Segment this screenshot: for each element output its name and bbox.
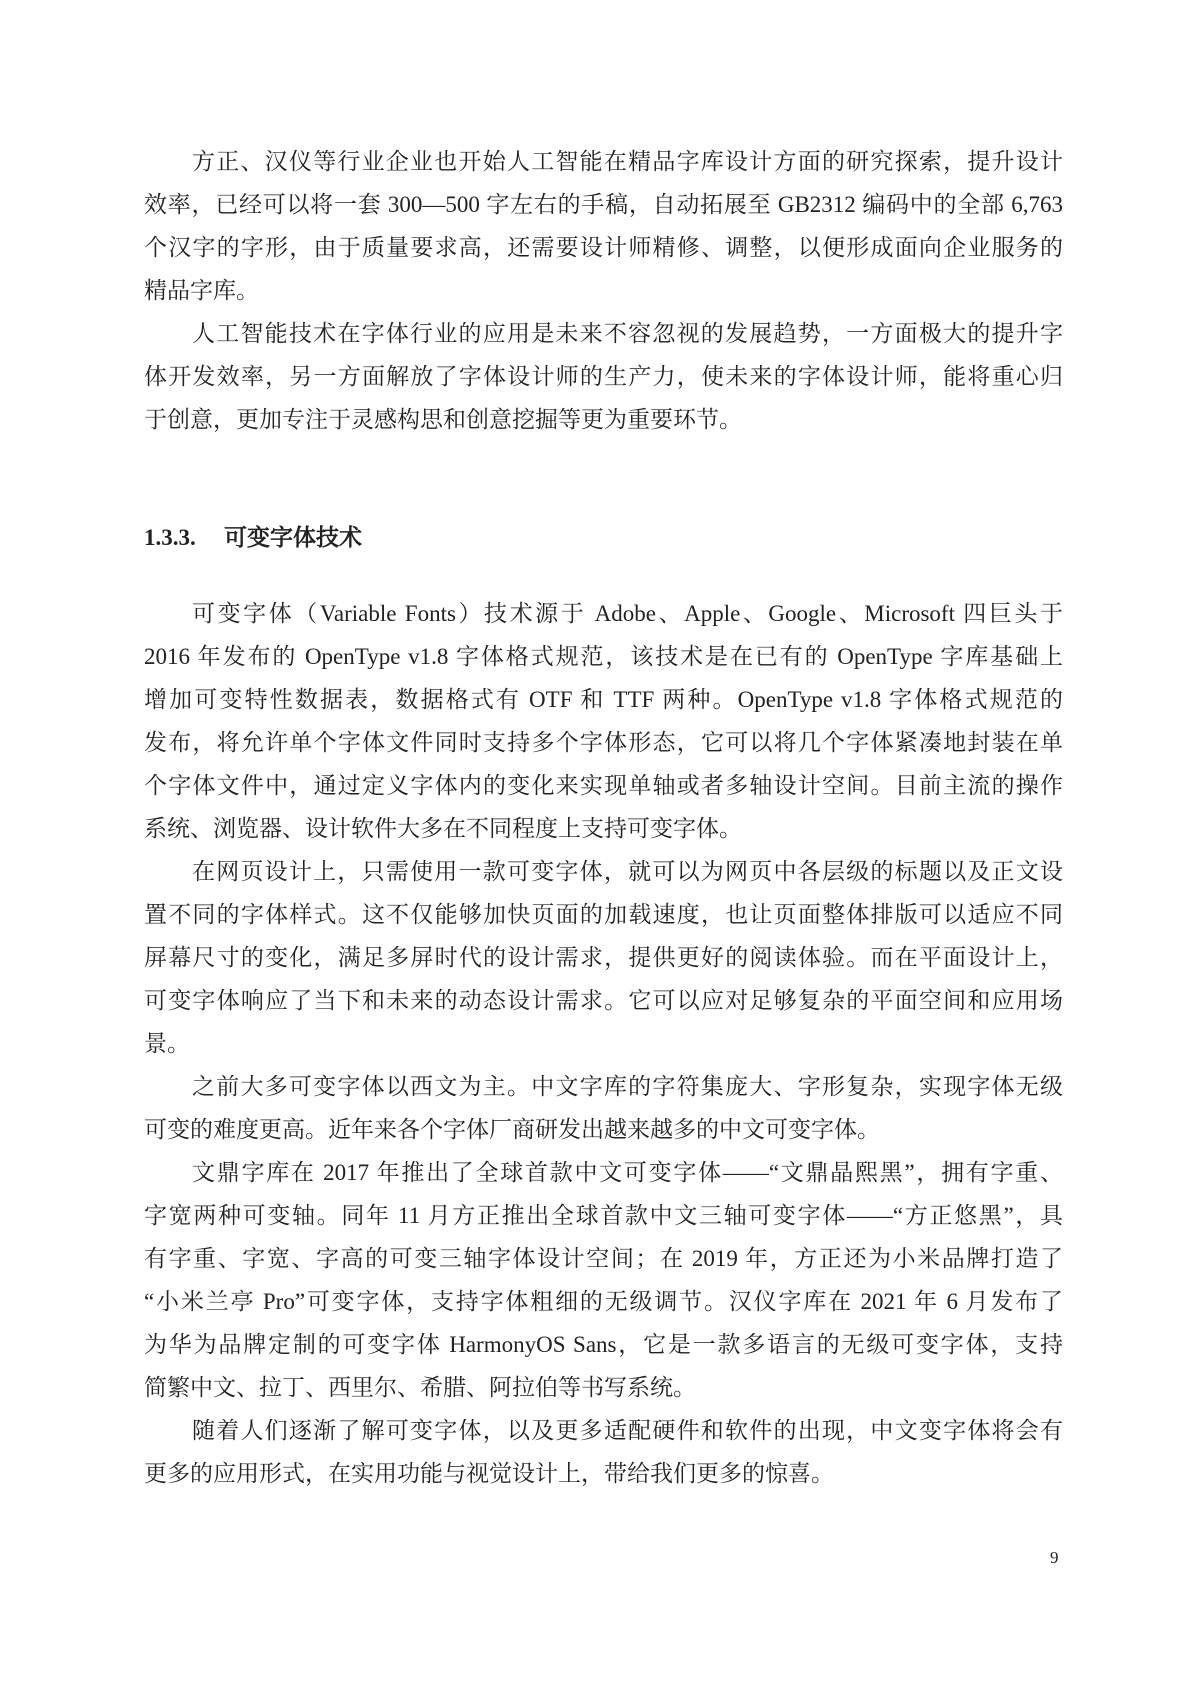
text-line: 于创意，更加专注于灵感构思和创意挖掘等更为重要环节。 [144,407,742,432]
text-line: 有字重、字宽、字高的可变三轴字体设计空间；在 2019 年，方正还为小米品牌打造了 [144,1246,1063,1271]
text-line: 字宽两种可变轴。同年 11 月方正推出全球首款中文三轴可变字体——“方正悠黑”，具 [144,1203,1063,1228]
text-line: 效率，已经可以将一套 300—500 字左右的手稿，自动拓展至 GB2312 编码中的全部 6,763 [144,192,1063,217]
text-line: 发布，将允许单个字体文件同时支持多个字体形态，它可以将几个字体紧凑地封装在单 [144,730,1063,755]
text-line: 可变字体（Variable Fonts）技术源于 Adobe、Apple、Google、Microsoft 四巨头于 [192,601,1063,626]
text-line: 为华为品牌定制的可变字体 HarmonyOS Sans，它是一款多语言的无级可变字体，支持 [144,1332,1063,1357]
text-line: 增加可变特性数据表，数据格式有 OTF 和 TTF 两种。OpenType v1.8 字体格式规范的 [144,687,1063,712]
section-paragraphs [144,592,1063,1495]
text-line: 置不同的字体样式。这不仅能够加快页面的加载速度，也让页面整体排版可以适应不同 [144,902,1063,927]
text-line: “小米兰亭 Pro”可变字体，支持字体粗细的无级调节。汉仪字库在 2021 年 6 月发布了 [144,1289,1063,1314]
text-line: 可变的难度更高。近年来各个字体厂商研发出越来越多的中文可变字体。 [144,1117,880,1142]
paragraph [144,1065,1063,1151]
section-heading [144,520,362,556]
paragraph [144,592,1063,850]
text-line: 系统、浏览器、设计软件大多在不同程度上支持可变字体。 [144,816,742,841]
section-title: 可变字体技术 [224,525,362,550]
text-line: 人工智能技术在字体行业的应用是未来不容忽视的发展趋势，一方面极大的提升字 [192,321,1063,346]
text-line: 文鼎字库在 2017 年推出了全球首款中文可变字体——“文鼎晶熙黑”，拥有字重、 [192,1160,1063,1185]
text-line: 个字体文件中，通过定义字体内的变化来实现单轴或者多轴设计空间。目前主流的操作 [144,773,1063,798]
text-line: 精品字库。 [144,278,259,303]
text-line: 方正、汉仪等行业企业也开始人工智能在精品字库设计方面的研究探索，提升设计 [192,149,1063,174]
section-number: 1.3.3. [144,525,196,550]
text-line: 屏幕尺寸的变化，满足多屏时代的设计需求，提供更好的阅读体验。而在平面设计上， [144,945,1063,970]
text-line: 个汉字的字形，由于质量要求高，还需要设计师精修、调整，以便形成面向企业服务的 [144,235,1063,260]
text-line: 2016 年发布的 OpenType v1.8 字体格式规范，该技术是在已有的 OpenType 字库基础上 [144,644,1063,669]
paragraph [144,1409,1063,1495]
paragraph [144,850,1063,1065]
text-line: 在网页设计上，只需使用一款可变字体，就可以为网页中各层级的标题以及正文设 [192,859,1063,884]
text-line: 简繁中文、拉丁、西里尔、希腊、阿拉伯等书写系统。 [144,1375,696,1400]
text-line: 之前大多可变字体以西文为主。中文字库的字符集庞大、字形复杂，实现字体无级 [192,1074,1063,1099]
text-line: 更多的应用形式，在实用功能与视觉设计上，带给我们更多的惊喜。 [144,1461,834,1486]
paragraph [144,1151,1063,1409]
text-line: 可变字体响应了当下和未来的动态设计需求。它可以应对足够复杂的平面空间和应用场 [144,988,1063,1013]
paragraph [144,312,1063,441]
text-line: 随着人们逐渐了解可变字体，以及更多适配硬件和软件的出现，中文变字体将会有 [192,1418,1063,1443]
text-line: 景。 [144,1031,190,1056]
page-number: 9 [1050,1548,1059,1567]
paragraph [144,140,1063,312]
text-line: 体开发效率，另一方面解放了字体设计师的生产力，使未来的字体设计师，能将重心归 [144,364,1063,389]
intro-paragraphs [144,140,1063,441]
